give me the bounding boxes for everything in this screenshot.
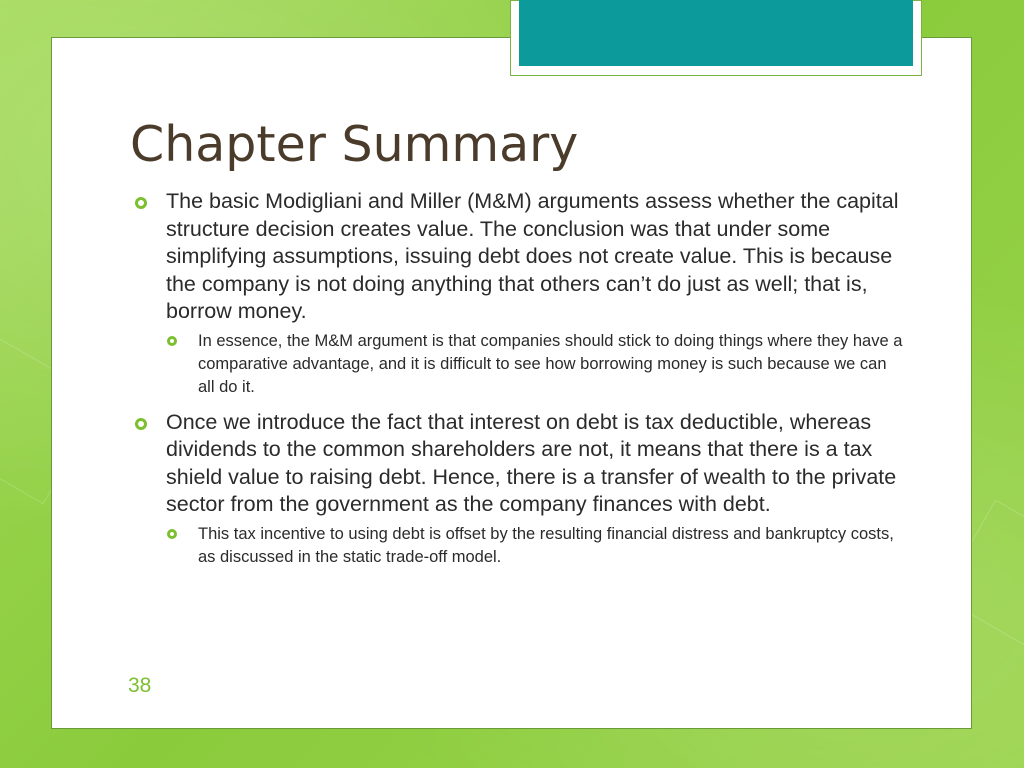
- bullet-item: [135, 188, 905, 326]
- bullet-marker-icon: [167, 529, 177, 539]
- bullet-marker-icon: [135, 418, 147, 430]
- bullet-item: [135, 409, 905, 519]
- slide-content: [135, 188, 905, 569]
- bullet-text: The basic Modigliani and Miller (M&M) arguments assess whether the capital structure decision creates value. The conclusion was that under some simplifying assumptions, issuing debt does not create value. This is because the company is not doing anything that others can’t do just as well; that is, borrow money.: [166, 189, 899, 323]
- sub-bullet-item: [167, 523, 905, 569]
- bullet-marker-icon: [135, 197, 147, 209]
- slide-title: Chapter Summary: [130, 116, 579, 173]
- sub-bullet-text: In essence, the M&M argument is that companies should stick to doing things where they have a comparative advantage, and it is difficult to see how borrowing money is such because we can all do it.: [198, 331, 903, 396]
- bullet-text: Once we introduce the fact that interest on debt is tax deductible, whereas dividends to the common shareholders are not, it means that there is a tax shield value to raising debt. Hence, there is a transfer of wealth to the private sector from the government as the company finances with debt.: [166, 409, 897, 516]
- slide-number: 38: [128, 674, 152, 697]
- bullet-marker-icon: [167, 336, 177, 346]
- sub-bullet-item: [167, 330, 905, 399]
- accent-tab: [519, 0, 913, 66]
- sub-bullet-text: This tax incentive to using debt is offset by the resulting financial distress and bankruptcy costs, as discussed in the static trade-off model.: [198, 524, 894, 566]
